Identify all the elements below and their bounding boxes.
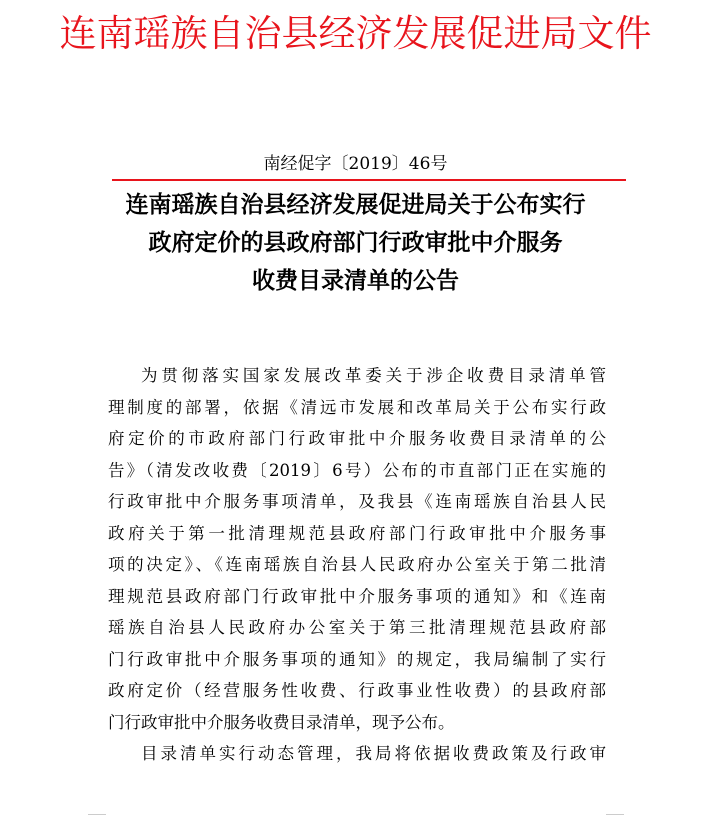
body-line: 门行政审批中介服务收费目录清单，现予公布。	[108, 712, 455, 732]
body-line: 目录清单实行动态管理，我局将依据收费政策及行政审	[141, 744, 606, 763]
body-line: 项的决定》、《连南瑶族自治县人民政府办公室关于第二批清	[108, 555, 606, 574]
body-line: 理制度的部署，依据《清远市发展和改革局关于公布实行政	[108, 397, 606, 417]
red-separator-line	[112, 179, 626, 181]
body-line: 门行政审批中介服务事项的通知》的规定，我局编制了实行	[108, 649, 606, 669]
body-line: 府定价的市政府部门行政审批中介服务收费目录清单的公	[108, 429, 606, 448]
title-line: 收费目录清单的公告	[252, 267, 459, 294]
page-corner-mark	[606, 814, 624, 815]
body-line: 行政审批中介服务事项清单，及我县《连南瑶族自治县人民	[108, 492, 606, 511]
body-paragraphs	[108, 360, 606, 770]
body-line: 政府定价（经营服务性收费、行政事业性收费）的县政府部	[108, 681, 606, 700]
body-line: 告》（清发改收费〔2019〕6号）公布的市直部门正在实施的	[108, 460, 606, 480]
body-line: 为贯彻落实国家发展改革委关于涉企收费目录清单管	[141, 366, 606, 385]
title-line: 政府定价的县政府部门行政审批中介服务	[148, 229, 563, 256]
body-line: 政府关于第一批清理规范县政府部门行政审批中介服务事	[108, 523, 606, 543]
masthead-title: 连南瑶族自治县经济发展促进局文件	[59, 12, 652, 55]
page-corner-mark	[88, 814, 106, 815]
document-number: 南经促字〔2019〕46号	[263, 154, 448, 174]
body-line: 理规范县政府部门行政审批中介服务事项的通知》和《连南	[108, 586, 606, 606]
title-line: 连南瑶族自治县经济发展促进局关于公布实行	[125, 191, 586, 218]
announcement-title	[0, 186, 711, 300]
body-line: 瑶族自治县人民政府办公室关于第三批清理规范县政府部	[108, 618, 606, 637]
